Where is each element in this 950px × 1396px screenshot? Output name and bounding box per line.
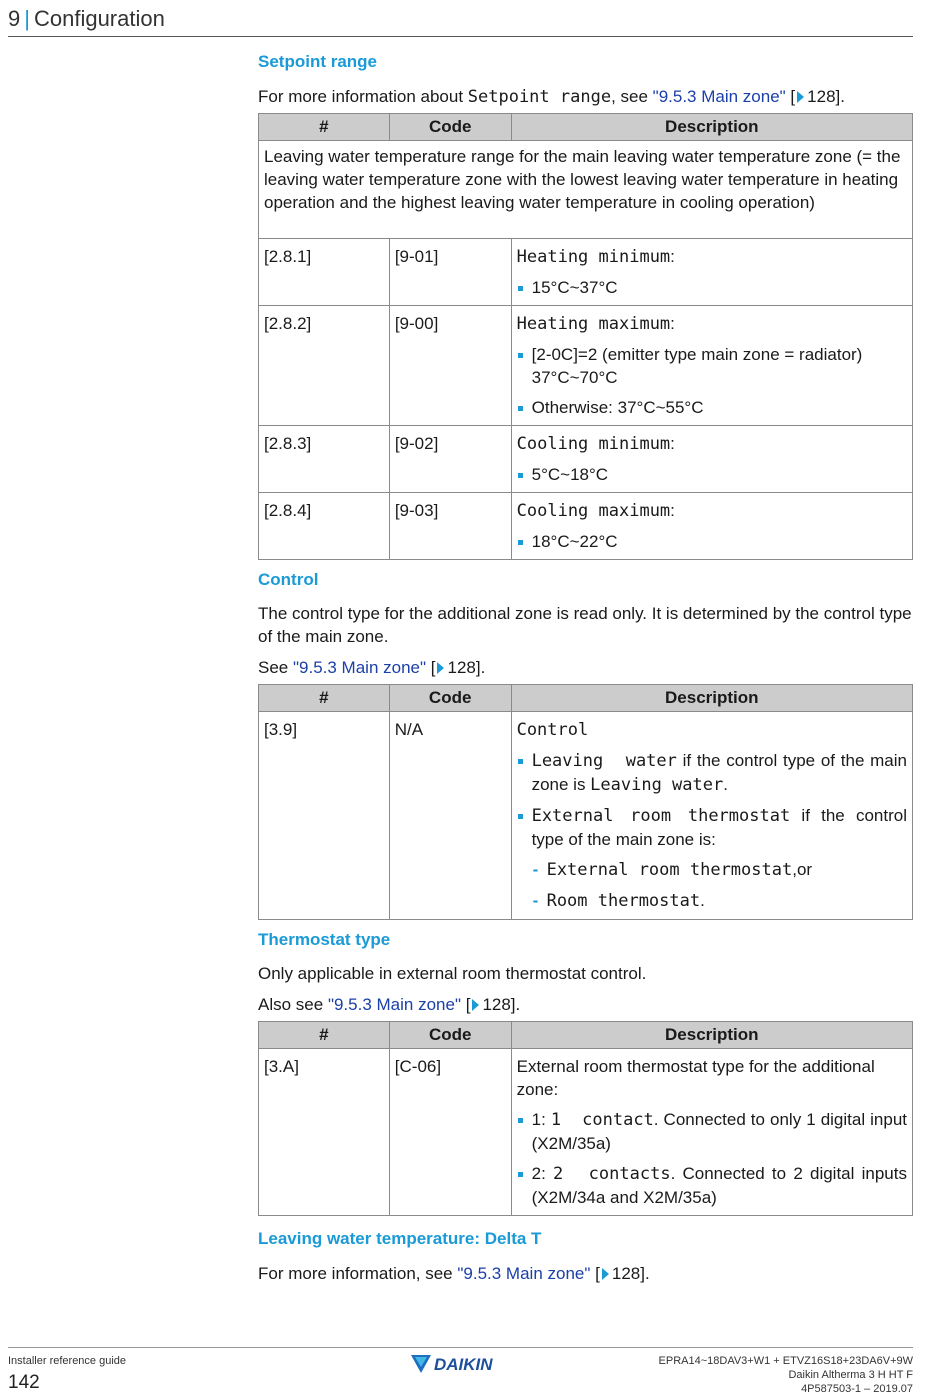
row-number: [2.8.4] xyxy=(259,493,390,560)
control-main-zone-link[interactable]: "9.5.3 Main zone" xyxy=(292,658,427,677)
table-row xyxy=(259,306,913,426)
option-1-contact: 1 contact xyxy=(550,1110,654,1130)
bracket: [ xyxy=(460,995,471,1014)
table-row xyxy=(259,1049,913,1216)
thermostat-main-zone-link[interactable]: "9.5.3 Main zone" xyxy=(327,995,461,1014)
footer-product: Daikin Altherma 3 H HT F xyxy=(788,1369,913,1381)
daikin-logo-icon xyxy=(409,1352,514,1376)
page-ref-arrow-icon xyxy=(437,662,444,674)
sub-option: External room thermostat xyxy=(546,860,793,880)
setpoint-intro-mono: Setpoint range xyxy=(467,87,612,107)
setpoint-page-ref[interactable]: 128]. xyxy=(807,87,845,106)
row-description xyxy=(511,493,912,560)
colon: : xyxy=(670,501,675,520)
list-item xyxy=(517,804,907,913)
option-2-contacts: 2 contacts xyxy=(553,1164,671,1184)
sub-list-item xyxy=(532,889,907,913)
list-item: Otherwise: 37°C~55°C xyxy=(517,396,907,419)
setting-name: Cooling minimum xyxy=(516,434,671,454)
table-header-row xyxy=(259,685,913,712)
setpoint-intro xyxy=(258,85,913,109)
see-text: See xyxy=(258,658,293,677)
row-number: [3.A] xyxy=(259,1049,390,1216)
footer-rule xyxy=(8,1347,913,1348)
control-table xyxy=(258,684,913,920)
row-number: [2.8.2] xyxy=(259,306,390,426)
period: . xyxy=(723,775,728,794)
page-ref-arrow-icon xyxy=(602,1268,609,1280)
option-prefix: 1: xyxy=(531,1110,551,1129)
delta-paragraph xyxy=(258,1262,913,1285)
control-paragraph: The control type for the additional zone is read only. It is determined by the control type of the main zone. xyxy=(258,604,912,646)
row-description xyxy=(511,1049,912,1216)
sub-option: Room thermostat xyxy=(546,891,701,911)
list-item: 15°C~37°C xyxy=(517,276,907,299)
list-item xyxy=(517,1108,907,1155)
col-description: Description xyxy=(511,1022,912,1049)
row-code: [9-03] xyxy=(389,493,511,560)
bracket: [ xyxy=(590,1264,600,1283)
colon: : xyxy=(670,247,675,266)
colon: : xyxy=(670,314,675,333)
table-row xyxy=(259,239,913,306)
col-code: Code xyxy=(389,114,511,141)
table-header-row xyxy=(259,114,913,141)
control-section-title: Control xyxy=(258,570,319,589)
see-text: Also see xyxy=(258,995,328,1014)
chapter-title: Configuration xyxy=(33,6,165,31)
setpoint-bracket: [ xyxy=(785,87,796,106)
row-number: [3.9] xyxy=(259,712,390,920)
footer-model: EPRA14~18DAV3+W1 + ETVZ16S18+23DA6V+9W xyxy=(658,1355,913,1367)
colon: : xyxy=(670,434,675,453)
thermostat-section-title: Thermostat type xyxy=(258,930,391,949)
table-row xyxy=(259,426,913,493)
table-row xyxy=(259,712,913,920)
delta-text: For more information, see xyxy=(258,1264,458,1283)
setpoint-intro-text: For more information about xyxy=(258,87,468,106)
row-code: [9-01] xyxy=(389,239,511,306)
setting-name: Cooling maximum xyxy=(516,501,671,521)
col-hash: # xyxy=(259,685,390,712)
row-number: [2.8.1] xyxy=(259,239,390,306)
header-rule xyxy=(8,36,913,37)
table-row xyxy=(259,141,913,239)
sub-option-end: ,or xyxy=(792,860,813,879)
thermostat-see-also xyxy=(258,993,913,1016)
option-text: . Connected to 2 digital inputs (X2M/34a and X2M/35a) xyxy=(531,1164,907,1207)
table-header-row xyxy=(259,1022,913,1049)
row-number: [2.8.3] xyxy=(259,426,390,493)
option-prefix: 2: xyxy=(531,1164,553,1183)
setting-name: Control xyxy=(516,720,589,740)
delta-main-zone-link[interactable]: "9.5.3 Main zone" xyxy=(457,1264,591,1283)
col-code: Code xyxy=(389,1022,511,1049)
row-description xyxy=(511,712,912,920)
page-number: 142 xyxy=(8,1372,40,1393)
bracket: [ xyxy=(426,658,436,677)
option-leaving-water: Leaving water xyxy=(531,751,677,771)
setting-name: Heating maximum xyxy=(516,314,671,334)
footer-guide-title: Installer reference guide xyxy=(8,1355,127,1367)
delta-page-ref[interactable]: 128]. xyxy=(611,1264,650,1283)
row-description xyxy=(511,426,912,493)
row-description xyxy=(511,239,912,306)
row-description xyxy=(511,306,912,426)
list-item: 18°C~22°C xyxy=(517,530,907,553)
setpoint-table xyxy=(258,113,913,560)
setpoint-intro-mid: , see xyxy=(611,87,653,106)
col-hash: # xyxy=(259,114,390,141)
sub-option-end: . xyxy=(700,891,705,910)
list-item: 5°C~18°C xyxy=(517,463,907,486)
row-code: [C-06] xyxy=(389,1049,511,1216)
option-leaving-water-ref: Leaving water xyxy=(590,775,724,795)
setting-name: Heating minimum xyxy=(516,247,671,267)
option-text: if the control type of the main zone is xyxy=(531,751,907,794)
setpoint-section-title: Setpoint range xyxy=(258,52,378,71)
setpoint-range-description: Leaving water temperature range for the main leaving water temperature zone (= the leaving water temperature zone with the lowest leaving water temperature in heating operation and the highest leaving water temperature in cooling operation) xyxy=(259,141,913,239)
header-separator: | xyxy=(24,6,30,31)
option-text: if the control type of the main zone is: xyxy=(531,806,908,849)
sub-list-item xyxy=(532,858,907,882)
list-item xyxy=(517,1162,907,1209)
option-text: . Connected to only 1 digital input (X2M/35a) xyxy=(531,1110,908,1153)
daikin-logo-text: DAIKIN xyxy=(434,1355,493,1374)
row-code: [9-00] xyxy=(389,306,511,426)
thermostat-paragraph: Only applicable in external room thermostat control. xyxy=(258,964,647,983)
delta-section-title: Leaving water temperature: Delta T xyxy=(258,1229,542,1248)
list-item xyxy=(517,749,907,797)
page-header xyxy=(8,6,165,32)
thermostat-table xyxy=(258,1021,913,1216)
chapter-number: 9 xyxy=(8,6,21,31)
col-code: Code xyxy=(389,685,511,712)
page-ref-arrow-icon xyxy=(797,91,804,103)
row-code: [9-02] xyxy=(389,426,511,493)
option-external-room-thermostat: External room thermostat xyxy=(531,806,791,826)
col-description: Description xyxy=(511,685,912,712)
row-code: N/A xyxy=(389,712,511,920)
page-ref-arrow-icon xyxy=(472,999,479,1011)
thermostat-page-ref[interactable]: 128]. xyxy=(482,995,521,1014)
control-see-also xyxy=(258,656,913,679)
footer-product-info xyxy=(659,1354,913,1396)
list-item: [2-0C]=2 (emitter type main zone = radiator) 37°C~70°C xyxy=(517,343,907,389)
footer-doc-id: 4P587503-1 – 2019.07 xyxy=(801,1383,913,1395)
col-hash: # xyxy=(259,1022,390,1049)
control-page-ref[interactable]: 128]. xyxy=(447,658,486,677)
col-description: Description xyxy=(511,114,912,141)
thermostat-type-description: External room thermostat type for the additional zone: xyxy=(516,1057,875,1099)
table-row xyxy=(259,493,913,560)
setpoint-main-zone-link[interactable]: "9.5.3 Main zone" xyxy=(652,87,786,106)
